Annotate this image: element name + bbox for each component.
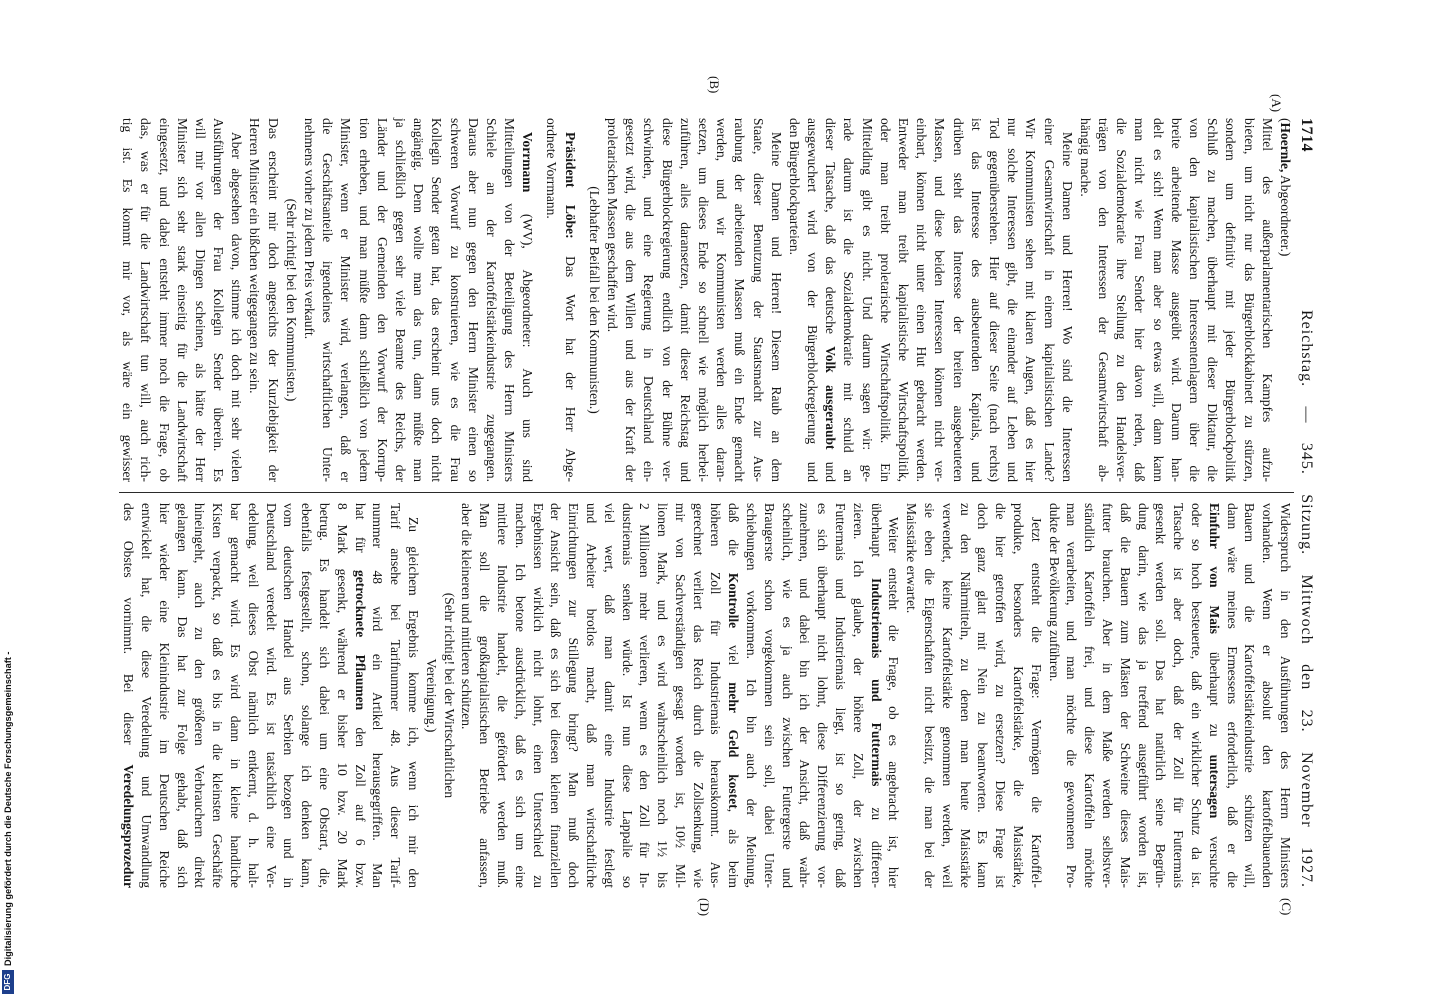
text-line: Länder und der Gemeinden den Vorwurf der Korrup- [374,118,390,482]
text-column-right [119,503,1294,888]
paragraph [119,503,422,888]
text-line: zunehmen, und dabei bin ich der Ansicht, daß wahr- [797,503,813,888]
emphasized-text: untersagen [1206,754,1222,819]
paragraph [245,118,281,482]
text-line [119,503,137,888]
text-line: von den kapitalistischen Interessentenlagern über die [1187,118,1203,482]
text-line: produkte, besonders Kartoffelstärke, die Maisstärke, [1011,503,1027,888]
text-line: verwendet, keine Kartoffelstärke genommen werden, weil [939,503,955,888]
text-line: 2 Millionen mehr verlieren, wenn es den Zoll für In- [637,503,653,888]
page-number: 1714 [1298,118,1315,152]
text-line: gesetzt wird, die aus dem Willen und aus der Kraft der [623,118,639,482]
interjection [282,118,300,482]
session-title: Reichstag. — 345. Sitzung. Mittwoch den 23. November 1927. [1298,310,1315,888]
text-line: schiebungen vorkommen. Ich bin auch der Meinung, [744,503,760,888]
text-line: Aber abgesehen davon, stimme ich doch mit sehr vielen [229,132,245,482]
text-line: Entweder man treibt kapitalistische Wirtschaftspolitik, [896,118,912,482]
text-run: Abgeordneter.) [1278,172,1293,257]
text-line: sondern um definitiv mit jeder Bürgerblockpolitik [1223,118,1239,482]
text-line: Tarif ansehe bei Tarifnummer 48. Aus dieser Tarif- [388,503,404,888]
text-line: mittlere Industrie handelt, die gefördert werden muß. [494,503,510,888]
text-line: die Geschäftsanteile irgendeines wirtschaftlichen Unter- [320,118,336,482]
digitization-note: Digitalisierung gefördert durch die Deutsche Forschungsgemeinschaft - [3,651,13,966]
text-line: Vereinigung.) [423,658,439,733]
margin-marker-c: (C) [1279,898,1294,916]
text-line: machen. Ich betone ausdrücklich, daß es sich um eine [512,503,528,888]
text-line: eingesetzt, und dabei entsteht immer noch die Frage, ob [156,118,172,482]
text-line: Schiele an der Kartoffelstärkeindustrie zugegangen. [483,118,499,482]
text-line [821,118,839,482]
text-line: oder man treibt proletarische Wirtschaftspolitik. Ein [877,118,893,482]
margin-marker-a: (A) [1269,94,1284,113]
text-line: betrug. Es handelt sich dabei um eine Obstart, die, [316,503,332,888]
text-line [561,118,579,482]
margin-marker-b: (B) [707,76,722,94]
text-line: man verarbeiten, und man möchte die gewonnenen Pro- [1064,503,1080,888]
text-run: ( [1278,118,1293,123]
text-line: lionen Mark, und es wird wahrscheinlich noch 1½ bis [655,503,671,888]
text-line: dung darin, wie das ja treffend ausgeführt worden ist, [1135,503,1151,888]
emphasized-text: Hoernle, [1278,122,1293,173]
text-line: ja schließlich gegen sehr viele Beamte des Reichs, der [393,118,408,482]
text-line: trägen von den Interessen der Gesamtwirtschaft ab- [1096,118,1112,482]
text-line: dukte der Bevölkerung zuführen. [1046,503,1062,682]
text-line: Ergebnissen wirklich nicht lohnt, einen Unterschied zu [530,503,546,888]
emphasized-text: Veredelungsprozedur [121,764,137,888]
text-line: Das erscheint mir doch angesichts der Kurzlebigkeit der [265,118,281,482]
paragraph [458,503,903,888]
paragraph [118,118,245,482]
text-line: schweren Vorwurf zu konstruieren, wie es die Frau [447,118,463,482]
text-line [1276,118,1294,482]
emphasized-text: Industriemais und Futtermais [868,577,884,787]
text-line: Weiter entsteht die Frage, ob es angebracht ist, hier [886,517,902,888]
text-line [725,503,743,888]
text-line: daß die Bauern zum Mästen der Schweine dieses Mais- [1117,503,1133,888]
text-line: einer Gesamtwirtschaft in einem kapitalistischen Lande? [1041,118,1057,482]
text-run: viel [726,628,742,683]
text-line: zuführen, alles daransetzen, damit dieser Reichstag und [677,118,693,482]
text-line: ebenfalls festgestellt, schon, solange ich denken kann, [299,503,315,888]
text-run: Das Wort hat der Herr Abge- [562,238,578,482]
paragraph [1045,503,1294,888]
text-run: dieser Tatsache, daß das deutsche [823,118,839,347]
text-line: Meine Damen und Herren! Wo sind die Interessen [1059,132,1075,482]
text-line: gerechnet verliert das Reich durch die Zollsenkung, wie [690,503,706,888]
paragraph [1076,118,1276,482]
text-line: 8 Mark gesenkt, während er bisher 10 bzw. 20 Mark [334,503,350,888]
text-line: breite arbeitende Masse ausgeübt wird. Darum han- [1168,118,1184,482]
text-line: Herren Minister ein bißchen weitgegangen zu sein. [247,118,263,394]
text-line: raubung der arbeitenden Massen muß ein Ende gemacht [732,118,748,482]
text-run: des Obstes vornimmt. Bei dieser [121,503,137,765]
text-line [1205,503,1223,888]
text-line: ständlich Kartoffeln frei, und diese Kartoffeln möchte [1082,503,1098,888]
speaker-paragraph [542,118,578,482]
text-line: ausgewuchert wird von der Bürgerblockregierung und [805,118,821,482]
text-line: Massen, und diese beiden Interessen können nicht ver- [932,118,948,482]
text-line: hängig mache. [1077,118,1093,197]
text-line: doch ganz glatt mit Nein zu beantworten. Es kann [975,503,991,888]
text-line: es sich überhaupt nicht lohnt, diese Differenzierung vor- [815,503,831,888]
text-line: Bauern und die Kartoffelstärkeindustrie schützen will, [1242,503,1258,888]
speaker-paragraph [300,118,536,482]
text-line: rade darum ist die Sozialdemokratie mit schuld an [841,118,857,482]
text-line: diese Bürgerblockregierung endlich von der Bühne ver- [659,118,675,482]
text-line: gesenkt werden soll. Das hat natürlich seine Begrün- [1153,503,1169,888]
text-line: der Ansicht sein, daß es sich bei diesen kleinen finanziellen [548,503,564,888]
text-run: hat für [352,503,368,570]
text-line: will mir vor allen Dingen scheinen, als hätte der Herr [192,118,208,482]
text-line: Schluß zu machen, überhaupt mit dieser Diktatur, die [1205,118,1221,482]
text-line: Man soll die großkapitalistischen Betriebe anfassen, [477,503,493,888]
text-line: Minister sich sehr stark einseitig für die Landwirtschaft [174,118,190,482]
text-line: tion erheben, und man müßte dann schließlich von jedem [356,118,372,482]
text-line: Kisten verpackt, so daß es bis in die kleinsten Geschäfte [210,503,226,888]
text-line: Daraus aber nun gegen den Herrn Minister einen so [465,118,481,482]
text-line: Zu gleichem Ergebnis komme ich, wenn ich mir den [405,517,421,888]
text-line: Mitteilungen von der Beteiligung des Herrn Ministers [502,118,518,482]
text-run: und [823,449,839,483]
text-line: ist das Interesse des ausbeutenden Kapitals, und [968,118,984,482]
text-run: versuchte [1206,818,1222,888]
text-line: nehmens vorher zu jedem Preis verkauft. [302,118,318,340]
emphasized-text: Einfuhr von Mais [1206,503,1222,634]
text-line: einbart, können nicht unter einen Hut gebracht werden. [914,118,930,482]
text-line: Maisstärke erwartet. [904,503,920,614]
text-line: scheinlich, wie es ja auch zwischen Futtergerste und [779,503,795,888]
text-line: drüben steht das Interesse der breiten ausgebeuteten [950,118,966,482]
text-column-left [118,118,1294,482]
paragraph [603,118,785,482]
text-run: (WV), Abgeordneter: Auch uns sind [520,192,536,482]
text-line: setzen, um dieses Ende so schnell wie möglich herbei- [696,118,711,482]
column-divider [119,492,1294,493]
text-line: schwinden, und eine Regierung in Deutschland ein- [641,118,657,482]
text-run: , als beim [726,808,742,888]
emphasized-text: Kontrolle [726,572,742,629]
text-line: (Sehr richtig! bei der Wirtschaftlichen [441,592,457,799]
text-line: hier wieder eine Kleinindustrie im Deutschen Reiche [156,503,172,888]
text-line: vom deutschen Handel aus Serbien bezogen und in [281,503,297,888]
text-line: Widerspruch in den Ausführungen des Herrn Ministers [1278,503,1293,888]
emphasized-text: Volk ausgeraubt [823,346,839,450]
text-line: bar gemacht wird. Es wird dann in kleine handliche [227,503,243,888]
text-line: Minister, wenn er Minister wird, verlangen, daß er [338,118,354,482]
text-line: tig ist. Es kommt mir vor, als wäre ein gewisser [120,118,136,482]
text-line: Meine Damen und Herren! Diesem Raub an dem [768,132,784,482]
text-line [867,503,885,888]
text-line: Jetzt entsteht die Frage: Vermögen die Kartoffel- [1028,517,1044,888]
text-line: delt es sich! Wenn man aber so etwas will, dann kann [1150,118,1166,482]
text-line: viel wert, daß man damit eine Industrie festlegt [601,503,617,888]
text-line: oder so hoch besteuerte, daß ein wirklicher Schutz da ist. [1189,503,1205,888]
text-line: Einrichtungen zur Stillegung bringt? Man muß doch [566,503,582,888]
text-line: gelangen kann. Das hat zur Folge gehabt, daß sich [174,503,190,888]
text-line: Deutschland veredelt wird. Es ist tatsächlich eine Ver- [263,503,279,888]
emphasized-text: Vorrmann [520,132,536,193]
text-line: dann wäre meines Ermessens erforderlich, daß er die [1224,503,1240,888]
text-line: die hier getroffen wird, zu ersetzen? Diese Frage ist [993,503,1009,888]
text-line: (Sehr richtig! bei den Kommunisten.) [283,198,299,402]
text-line: die Sozialdemokratie ihre Stellung zu den Handelsver- [1114,118,1130,482]
text-line: man nicht wie Frau Sender hier davon reden, daß [1132,118,1148,482]
text-line [351,503,369,888]
text-line: vorhanden. Wenn er absolut den kartoffelbauenden [1260,503,1276,888]
paragraph [902,503,1044,888]
text-run: zu differen- [868,786,884,889]
text-run: den Zoll auf 6 bzw. [352,710,368,888]
text-run: überhaupt zu [1206,633,1222,755]
interjection [422,503,458,888]
emphasized-text: Präsident Löbe: [562,132,578,239]
text-line: dustriemais senken würde. Ist nun diese Lappalie so [619,503,635,888]
text-run: daß die [726,503,742,573]
text-line: edelung, weil dieses Obst nämlich entkernt, d. h. halt- [245,503,261,888]
text-line: (Lebhafter Beifall bei den Kommunisten.) [586,186,602,414]
text-line: bieten, um nicht nur das Bürgerblockkabinett zu stürzen, [1241,118,1257,482]
text-line: entwickelt hat, die diese Veredelung und Umwandlung [139,503,154,888]
text-line: werden, und wir Kommunisten werden alles daran- [714,118,730,482]
paragraph [785,118,1076,482]
emphasized-text: getrocknete Pflaumen [352,570,368,711]
interjection [585,118,603,482]
text-line: sie eben die Eigenschaften nicht besitzt, die man bei der [922,503,938,888]
text-line: proletarischen Massen geschaffen wird. [605,118,621,333]
text-line: das, was er für die Landwirtschaft tun will, auch rich- [138,118,154,482]
paragraph [1276,118,1294,482]
margin-marker-d: (D) [697,898,712,917]
dfg-logo: DFG [2,970,14,994]
text-line: hineingeht, auch zu den größeren Verbrauchern direkt [192,503,208,888]
text-line: höheren Zoll für Industriemais herauskommt. Aus- [708,503,724,888]
text-line: Mittel des außerparlamentarischen Kampfes aufzu- [1259,118,1275,482]
text-line: futter brauchen. Aber in dem Maße werden selbstver- [1100,503,1116,888]
text-line: Staate, dieser Benutzung der Staatsmacht zur Aus- [750,118,766,482]
text-line: nummer 48 wird ein Artikel herausgegriffen. Man [370,503,386,888]
text-line: Braugerste schon vorgekommen sein soll, dabei Unter- [761,503,777,888]
emphasized-text: mehr Geld kostet [726,682,742,809]
text-line: angängig. Denn wollte man das tun, dann müßte man [411,118,427,482]
text-line [518,118,536,482]
text-line: Futtermais und Industriemais liegt, ist so gering, daß [833,503,849,888]
text-line: ordnete Vorrmann. [544,118,560,219]
text-line: Wir Kommunisten sehen mit klaren Augen, daß es hier [1023,118,1039,482]
text-line: mir von Sachverständigen gesagt worden ist, 10½ Mil- [672,503,688,888]
text-line: Tod gegenüberstehen. Hier auf dieser Seite (nach rechts) [987,118,1002,482]
text-line: aber die kleineren und mittleren schützen. [459,503,475,730]
text-line: zieren. Ich glaube, der höhere Zoll, der zwischen [850,503,866,888]
text-run: überhaupt [868,503,884,578]
text-line: zu den Nährmitteln, zu denen man heute Maisstärke [957,503,973,888]
text-line: Tatsache ist aber doch, daß der Zoll für Futtermais [1171,503,1187,888]
text-line: Ausführungen der Frau Kollegin Sender überein. Es [211,118,227,482]
text-line: und Arbeiter brotlos macht, daß man wirtschaftliche [583,503,599,888]
text-line: nur solche Interessen gibt, die einander auf Leben und [1005,118,1021,482]
text-line: Mittelding gibt es nicht. Und darum sagen wir: ge- [859,118,875,482]
text-line: den Bürgerblockparteien. [786,118,802,255]
text-line: Kollegin Sender getan hat, das erscheint uns doch nicht [429,118,445,482]
